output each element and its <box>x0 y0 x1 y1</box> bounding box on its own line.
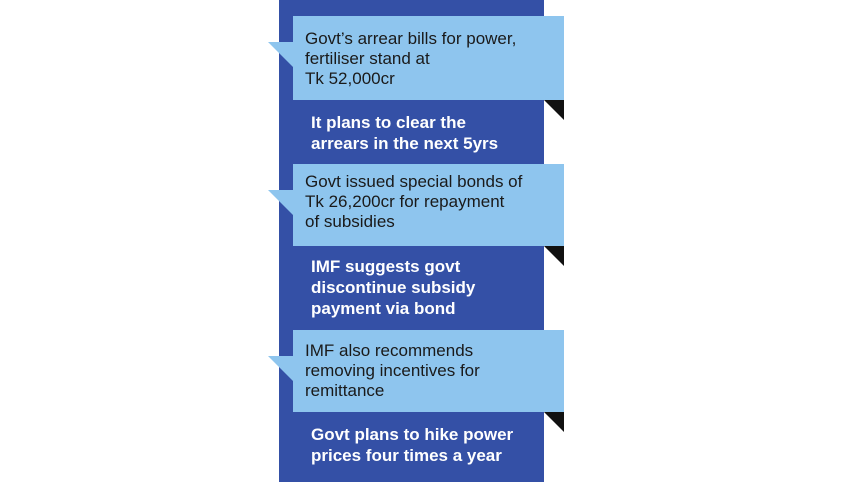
note-line: removing incentives for <box>305 361 480 380</box>
note-line: IMF also recommends <box>305 341 474 360</box>
note-line: of subsidies <box>305 212 395 231</box>
note-line: fertiliser stand at <box>305 49 430 68</box>
statement-line: It plans to clear the <box>311 113 466 132</box>
statement-line: prices four times a year <box>311 446 502 465</box>
note-fold-right <box>544 412 564 432</box>
statement-line: payment via bond <box>311 299 456 318</box>
note-line: Tk 26,200cr for repayment <box>305 192 505 211</box>
note-box-3 <box>293 330 564 412</box>
note-fold-left <box>268 42 293 67</box>
note-box-1 <box>293 16 564 100</box>
statement-line: discontinue subsidy <box>311 278 476 297</box>
statement-1 <box>311 112 498 154</box>
note-box-2 <box>293 164 564 246</box>
note-fold-left <box>268 356 293 381</box>
statement-line: Govt plans to hike power <box>311 425 514 444</box>
note-line: Govt issued special bonds of <box>305 172 523 191</box>
note-line: remittance <box>305 381 385 400</box>
note-fold-right <box>544 100 564 120</box>
statement-2 <box>311 256 475 319</box>
note-line: Tk 52,000cr <box>305 69 395 88</box>
note-line: Govt’s arrear bills for power, <box>305 29 517 48</box>
note-fold-right <box>544 246 564 266</box>
statement-3 <box>311 424 513 466</box>
note-fold-left <box>268 190 293 215</box>
statement-line: IMF suggests govt <box>311 257 461 276</box>
statement-line: arrears in the next 5yrs <box>311 134 499 153</box>
